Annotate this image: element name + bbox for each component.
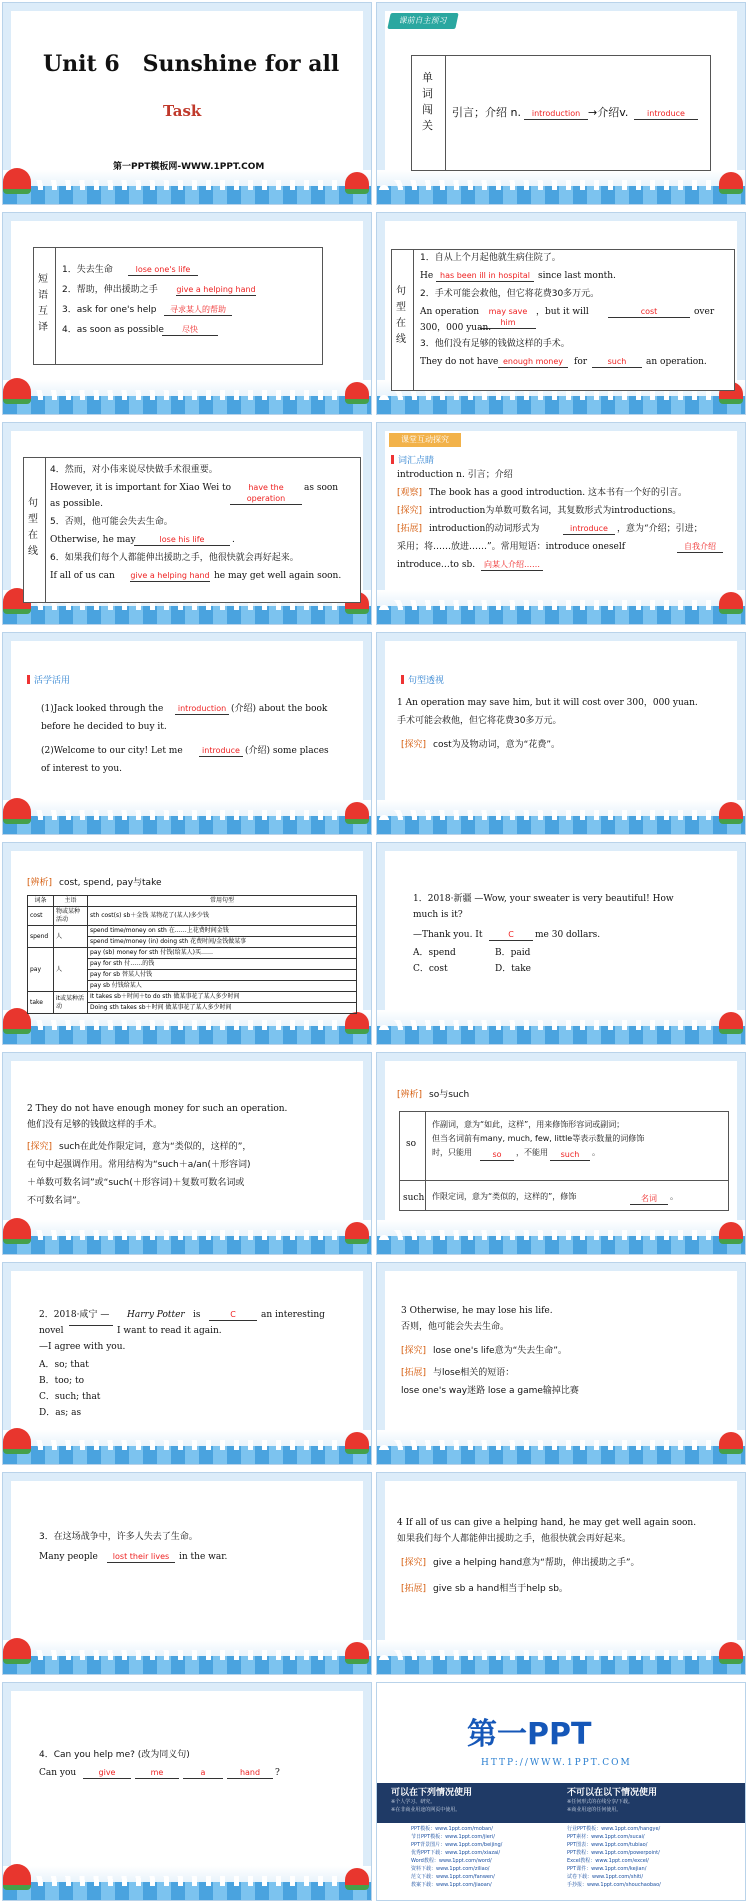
slide-10[interactable] — [376, 842, 746, 1045]
slide-3[interactable] — [2, 212, 372, 415]
slide-8[interactable] — [376, 632, 746, 835]
def-line: ，不能用 — [516, 1148, 548, 1157]
link-item[interactable]: 范文下载：www.1ppt.com/fanwen/ — [411, 1874, 495, 1880]
tag-extend: [拓展] — [401, 1584, 427, 1594]
slide-12[interactable] — [376, 1052, 746, 1255]
slide-9[interactable] — [2, 842, 372, 1045]
text-line: The book has a good introduction. 这本书有一个好的引言。 — [429, 488, 688, 498]
text-line: give a helping hand意为“帮助，伸出援助之手”。 — [433, 1558, 640, 1568]
link-item[interactable]: Word教程：www.1ppt.com/word/ — [411, 1858, 492, 1864]
text-line: 不可数名词”。 — [27, 1196, 86, 1206]
question-text: much is it? — [413, 910, 463, 920]
sentence-box — [23, 457, 361, 603]
question-text: 4．Can you help me? (改为同义句) — [39, 1750, 190, 1760]
sentence-en: However, it is important for Xiao Wei to — [50, 483, 232, 493]
question-text: novel — [39, 1326, 64, 1336]
question-text: I want to read it again. — [117, 1326, 222, 1336]
slide-11[interactable] — [2, 1052, 372, 1255]
option-c[interactable]: C．such; that — [39, 1392, 101, 1402]
table-cell: spend time/money (in) doing sth 花费时间/金钱做某事 — [88, 937, 357, 948]
table-cell: pay for sb 替某人付钱 — [88, 970, 357, 981]
question-text: 1．2018·新疆 —Wow, your sweater is very beautiful! How — [413, 894, 674, 904]
slide-5[interactable] — [2, 422, 372, 625]
text-line: 3 Otherwise, he may lose his life. — [401, 1306, 553, 1316]
link-item[interactable]: Excel教程：www.1ppt.com/excel/ — [567, 1858, 649, 1864]
text-line: of interest to you. — [41, 764, 123, 774]
tag-explore: [探究] — [27, 1142, 53, 1152]
sentence-en: . — [232, 535, 235, 545]
sentence-en: ，but it will — [536, 307, 589, 317]
phrase-a: 尽快 — [162, 324, 218, 336]
phrase-a: 寻求某人的帮助 — [164, 304, 232, 316]
answer: introduce — [563, 523, 615, 535]
sentence-box — [391, 249, 735, 391]
table-header: 常用句型 — [88, 896, 357, 907]
slide-13[interactable] — [2, 1262, 372, 1465]
answer-blank — [69, 1325, 113, 1326]
word-cell: such — [403, 1193, 425, 1203]
text-line: lose one's life意为“失去生命”。 — [433, 1346, 567, 1356]
compare-title: so与such — [429, 1090, 470, 1100]
phrase-q: 2．帮助，伸出援助之手 — [62, 285, 158, 295]
link-item[interactable]: 试卷下载：www.1ppt.com/shiti/ — [567, 1874, 644, 1880]
section-header: 课堂互动探究 — [389, 433, 461, 447]
table-header: 词条 — [28, 896, 54, 907]
link-item[interactable]: 行业PPT模板：www.1ppt.com/hangye/ — [567, 1826, 661, 1832]
brand-logo: 第一PPT — [467, 1717, 592, 1752]
table-cell: 物或某种活动 — [54, 907, 88, 926]
sentence-cn: 6．如果我们每个人都能伸出援助之手，他很快就会再好起来。 — [50, 553, 299, 563]
answer-introduce: introduce — [634, 108, 698, 120]
can-item: ※在非商业用途的网页中使用。 — [391, 1807, 461, 1813]
sentence-en: They do not have — [420, 357, 499, 367]
question-text: in the war. — [179, 1552, 228, 1562]
text-line: introduction为单数可数名词，其复数形式为introductions。 — [429, 506, 682, 516]
tag-explore: [探究] — [401, 1558, 427, 1568]
answer: 自我介绍 — [677, 541, 723, 553]
question-text: ? — [275, 1768, 280, 1778]
table-cell: cost — [28, 907, 54, 926]
sentence-cn: 2．手术可能会救他，但它将花费30多万元。 — [420, 289, 600, 299]
sentence-en: for — [574, 357, 588, 367]
answer: give — [83, 1767, 131, 1779]
phrase-q: 1．失去生命 — [62, 265, 113, 275]
answer: C — [489, 929, 533, 941]
answer: 向某人介绍…… — [481, 559, 543, 571]
table-cell: pay for sth 付……的钱 — [88, 959, 357, 970]
table-cell: Doing sth takes sb＋时间 做某事花了某人多少时间 — [88, 1003, 357, 1014]
question-text: is — [193, 1310, 201, 1320]
link-item[interactable]: PPT图表：www.1ppt.com/tubiao/ — [567, 1842, 648, 1848]
answer: has been ill in hospital — [436, 270, 534, 282]
section-label: 词汇点睛 — [391, 453, 434, 466]
answer: C — [209, 1309, 257, 1321]
def-line: 。 — [592, 1148, 600, 1157]
option-c[interactable]: C．cost — [413, 964, 448, 974]
tag-explore: [探究] — [397, 506, 423, 516]
table-cell: take — [28, 992, 54, 1014]
text-line: 否则，他可能会失去生命。 — [401, 1322, 510, 1332]
link-item[interactable]: 教案下载：www.1ppt.com/jiaoan/ — [411, 1882, 492, 1888]
box-side-label: 句型在线 — [396, 286, 406, 345]
table-cell: pay — [28, 948, 54, 992]
text-line: (2)Welcome to our city! Let me — [41, 746, 183, 756]
sentence-en: He — [420, 271, 434, 281]
table-cell: spend time/money on sth 在……上花费时间金钱 — [88, 926, 357, 937]
text-line: 2 They do not have enough money for such an operation. — [27, 1104, 288, 1114]
link-item[interactable]: PPT素材：www.1ppt.com/sucai/ — [567, 1834, 645, 1840]
link-item[interactable]: PPT背景图片：www.1ppt.com/beijing/ — [411, 1842, 503, 1848]
text-line: introduce…to sb. — [397, 560, 476, 570]
sentence-en: an operation. — [646, 357, 707, 367]
sentence-en: he may get well again soon. — [214, 571, 342, 581]
text-line: ，意为“介绍；引进； — [617, 524, 703, 534]
box-side-label: 短语互译 — [38, 274, 48, 333]
site-label: 第一PPT模板网-WWW.1PPT.COM — [113, 162, 265, 172]
question-text: —Thank you. It — [413, 930, 483, 940]
table-header: 主语 — [54, 896, 88, 907]
tag-extend: [拓展] — [401, 1368, 427, 1378]
slide-14[interactable] — [376, 1262, 746, 1465]
text-line: (介绍) about the book — [231, 704, 328, 714]
q-text: 引言；介绍 n. — [452, 106, 521, 119]
question-text: an interesting — [261, 1310, 325, 1320]
text-line: before he decided to buy it. — [41, 722, 167, 732]
question-text: me 30 dollars. — [535, 930, 601, 940]
can-title: 可以在下列情况使用 — [391, 1788, 473, 1798]
book-title: Harry Potter — [127, 1310, 185, 1320]
def-line: 时，只能用 — [432, 1148, 472, 1157]
table-cell: spend — [28, 926, 54, 948]
option-d[interactable]: D．take — [495, 964, 531, 974]
answer: me — [135, 1767, 179, 1779]
cannot-item: ※任何形式的在线分享/下载。 — [567, 1799, 633, 1805]
link-item[interactable]: 资料下载：www.1ppt.com/ziliao/ — [411, 1866, 490, 1872]
answer: introduction — [175, 703, 229, 715]
text-line: such在此处作限定词，意为“类似的，这样的”， — [59, 1142, 252, 1152]
slide-1[interactable] — [2, 2, 372, 205]
text-line: 如果我们每个人都能伸出援助之手，他很快就会再好起来。 — [397, 1534, 632, 1544]
slide-2[interactable] — [376, 2, 746, 205]
text-line: cost为及物动词，意为“花费”。 — [433, 740, 560, 750]
answer: enough money — [498, 356, 568, 368]
def-line: 。 — [670, 1192, 678, 1201]
text-line: (1)Jack looked through the — [41, 704, 164, 714]
question-text: 2．2018·咸宁 — — [39, 1310, 110, 1320]
phrase-box — [33, 247, 323, 365]
sentence-en: An operation — [420, 307, 480, 317]
def-line: 但当名词前有many, much, few, little等表示数量的词修饰 — [432, 1134, 645, 1143]
phrase-a: lose one's life — [128, 264, 198, 276]
answer: may save him — [480, 306, 536, 329]
answer: 名词 — [630, 1193, 668, 1205]
question-text: Can you — [39, 1768, 77, 1778]
tag-compare: [辨析] — [27, 878, 53, 888]
slide-4[interactable] — [376, 212, 746, 415]
text-line: 4 If all of us can give a helping hand, he may get well again soon. — [397, 1518, 697, 1528]
section-header: 课前自主预习 — [387, 13, 458, 29]
question-text: —I agree with you. — [39, 1342, 126, 1352]
answer: have the operation — [230, 482, 302, 505]
phrase-a: give a helping hand — [176, 285, 256, 294]
text-line: lose one's way迷路 lose a game输掉比赛 — [401, 1386, 579, 1396]
phrase-q: 4．as soon as possible — [62, 325, 164, 335]
answer: a — [183, 1767, 223, 1779]
sentence-en: since last month. — [538, 271, 616, 281]
tag-compare: [辨析] — [397, 1090, 423, 1100]
box-side-label: 句型在线 — [28, 498, 38, 557]
answer: so — [480, 1149, 514, 1161]
slide-7[interactable] — [2, 632, 372, 835]
question-text: 3．在这场战争中，许多人失去了生命。 — [39, 1532, 198, 1542]
subtitle: Task — [163, 102, 202, 120]
slide-15[interactable] — [2, 1472, 372, 1675]
answer: introduce — [199, 745, 243, 757]
usage-banner — [377, 1783, 746, 1823]
phrase-q: 3．ask for one's help — [62, 305, 157, 315]
text-line: 1 An operation may save him, but it will cost over 300，000 yuan. — [397, 698, 698, 708]
brand-url[interactable]: HTTP://WWW.1PPT.COM — [481, 1758, 632, 1768]
link-list — [377, 1825, 746, 1901]
text-line: give sb a hand相当于help sb。 — [433, 1584, 568, 1594]
answer: such — [550, 1149, 590, 1161]
tag-explore: [探究] — [401, 1346, 427, 1356]
answer-introduction: introduction — [524, 108, 588, 120]
table-cell: pay sb 付钱给某人 — [88, 981, 357, 992]
word-cell: so — [406, 1139, 417, 1149]
sentence-cn: 4．然而，对小伟来说尽快做手术很重要。 — [50, 465, 218, 475]
compare-title: cost, spend, pay与take — [59, 878, 162, 888]
table-cell: pay (sb) money for sth 付钱(给某人)买…… — [88, 948, 357, 959]
link-item[interactable]: PPT课件：www.1ppt.com/kejian/ — [567, 1866, 647, 1872]
tag-explore: [探究] — [401, 740, 427, 750]
link-item[interactable]: 优秀PPT下载：www.1ppt.com/xiazai/ — [411, 1850, 501, 1856]
text-line: introduction的动词形式为 — [429, 524, 540, 534]
tag-extend: [拓展] — [397, 524, 423, 534]
answer: cost — [608, 306, 690, 318]
text-line: 采用；将……放进……”。常用短语：introduce oneself — [397, 542, 626, 552]
table-cell: It takes sb＋时间＋to do sth 做某事花了某人多少时间 — [88, 992, 357, 1003]
def-line: 作副词，意为“如此，这样”，用来修饰形容词或副词； — [432, 1120, 625, 1129]
sentence-en: If all of us can — [50, 571, 115, 581]
compare-box — [399, 1111, 729, 1211]
answer: lost their lives — [107, 1551, 175, 1563]
text-line: introduction n. 引言；介绍 — [397, 470, 513, 480]
cannot-item: ※商业用途的任何使用。 — [567, 1807, 622, 1813]
def-line: 作限定词，意为“类似的，这样的”，修饰 — [432, 1192, 577, 1201]
table-cell: it或某种活动 — [54, 992, 88, 1014]
text-line: 他们没有足够的钱做这样的手术。 — [27, 1120, 163, 1130]
slide-17[interactable] — [2, 1682, 372, 1901]
slide-18[interactable] — [376, 1682, 746, 1901]
sentence-en: Otherwise, he may — [50, 535, 136, 545]
vocab-box — [411, 55, 711, 171]
table-cell: sth cost(s) sb＋金钱 某物花了(某人)多少钱 — [88, 907, 357, 926]
sentence-cn: 3．他们没有足够的钱做这样的手术。 — [420, 339, 570, 349]
sentence-en: as soon — [304, 483, 339, 493]
compare-table — [27, 895, 357, 1014]
tag-observe: [观察] — [397, 488, 423, 498]
sentence-en: 300，000 yuan. — [420, 323, 492, 333]
section-label: 句型透视 — [401, 673, 444, 686]
text-line: (介绍) some places — [245, 746, 329, 756]
option-a[interactable]: A．so; that — [39, 1360, 89, 1370]
question-text: Many people — [39, 1552, 98, 1562]
table-cell: 人 — [54, 926, 88, 948]
can-item: ※个人学习、研究。 — [391, 1799, 436, 1805]
link-item[interactable]: 节日PPT模板：www.1ppt.com/jieri/ — [411, 1834, 495, 1840]
option-b[interactable]: B．paid — [495, 948, 531, 958]
answer: hand — [227, 1767, 273, 1779]
text-line: 在句中起强调作用。常用结构为“such＋a/an(＋形容词) — [27, 1160, 251, 1170]
link-item[interactable]: 手抄报：www.1ppt.com/shouchaobao/ — [567, 1882, 661, 1888]
text-line: 手术可能会救他，但它将花费30多万元。 — [397, 716, 562, 726]
sentence-cn: 1．自从上个月起他就生病住院了。 — [420, 253, 561, 263]
answer: such — [592, 356, 642, 368]
answer: lose his life — [134, 534, 230, 546]
option-a[interactable]: A．spend — [413, 948, 456, 958]
option-b[interactable]: B．too; to — [39, 1376, 84, 1386]
box-side-label: 单词闯关 — [422, 71, 433, 132]
text-line: ＋单数可数名词”或“such(＋形容词)＋复数可数名词或 — [27, 1178, 245, 1188]
unit-title: Unit 6 Sunshine for all — [43, 51, 340, 77]
table-cell: 人 — [54, 948, 88, 992]
text-line: 与lose相关的短语： — [433, 1368, 515, 1378]
link-item[interactable]: PPT教程：www.1ppt.com/powerpoint/ — [567, 1850, 660, 1856]
link-item[interactable]: PPT模板：www.1ppt.com/moban/ — [411, 1826, 493, 1832]
cannot-title: 不可以在以下情况使用 — [567, 1788, 658, 1798]
sentence-cn: 5．否则，他可能会失去生命。 — [50, 517, 173, 527]
section-label: 活学活用 — [27, 673, 70, 686]
sentence-en: over — [694, 307, 715, 317]
slide-16[interactable] — [376, 1472, 746, 1675]
answer: give a helping hand — [130, 571, 210, 580]
sentence-en: as possible. — [50, 499, 103, 509]
q-text-2: →介绍v. — [588, 106, 629, 119]
option-d[interactable]: D．as; as — [39, 1408, 82, 1418]
slide-6[interactable] — [376, 422, 746, 625]
